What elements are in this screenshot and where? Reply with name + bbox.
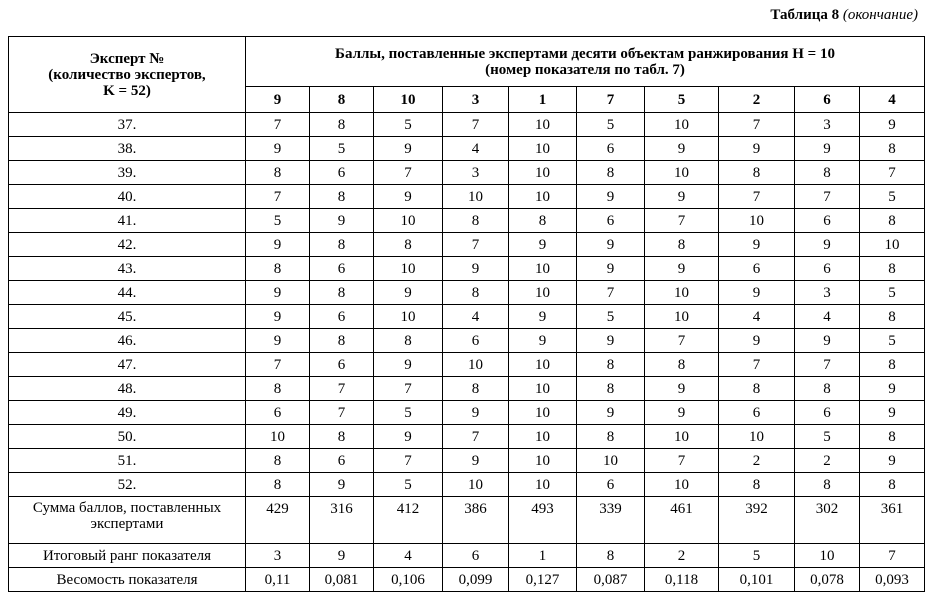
score-cell: 9 bbox=[577, 401, 645, 425]
score-cell: 9 bbox=[310, 209, 374, 233]
table-row bbox=[9, 161, 925, 185]
expert-header-line-2: (количество экспертов, bbox=[48, 66, 206, 83]
weight-value-cell: 0,118 bbox=[645, 568, 719, 592]
score-cell: 8 bbox=[310, 113, 374, 137]
score-cell: 9 bbox=[443, 449, 509, 473]
score-cell: 6 bbox=[443, 329, 509, 353]
table-row bbox=[9, 209, 925, 233]
score-cell: 10 bbox=[443, 185, 509, 209]
score-cell: 9 bbox=[719, 233, 795, 257]
score-cell: 5 bbox=[310, 137, 374, 161]
expert-number-cell: 46. bbox=[9, 329, 246, 353]
score-cell: 8 bbox=[310, 281, 374, 305]
score-cell: 9 bbox=[509, 233, 577, 257]
sum-row bbox=[9, 497, 925, 544]
weight-row bbox=[9, 568, 925, 592]
weight-value-cell: 0,093 bbox=[860, 568, 925, 592]
score-cell: 8 bbox=[310, 233, 374, 257]
score-cell: 9 bbox=[719, 281, 795, 305]
indicator-header-cell: 5 bbox=[645, 87, 719, 113]
sum-value-cell: 339 bbox=[577, 497, 645, 544]
score-cell: 8 bbox=[860, 137, 925, 161]
indicator-header-cell: 1 bbox=[509, 87, 577, 113]
score-cell: 10 bbox=[719, 209, 795, 233]
score-cell: 8 bbox=[443, 281, 509, 305]
table-row bbox=[9, 401, 925, 425]
score-cell: 8 bbox=[246, 161, 310, 185]
score-cell: 10 bbox=[719, 425, 795, 449]
score-cell: 8 bbox=[645, 233, 719, 257]
score-cell: 10 bbox=[645, 473, 719, 497]
score-cell: 10 bbox=[645, 425, 719, 449]
score-cell: 4 bbox=[719, 305, 795, 329]
score-cell: 7 bbox=[795, 353, 860, 377]
table-row bbox=[9, 233, 925, 257]
expert-number-cell: 48. bbox=[9, 377, 246, 401]
score-cell: 8 bbox=[310, 425, 374, 449]
score-cell: 9 bbox=[860, 401, 925, 425]
expert-number-cell: 37. bbox=[9, 113, 246, 137]
score-cell: 7 bbox=[719, 353, 795, 377]
expert-number-cell: 39. bbox=[9, 161, 246, 185]
sum-value-cell: 412 bbox=[374, 497, 443, 544]
weight-value-cell: 0,087 bbox=[577, 568, 645, 592]
score-cell: 5 bbox=[577, 113, 645, 137]
sum-value-cell: 386 bbox=[443, 497, 509, 544]
score-cell: 8 bbox=[246, 377, 310, 401]
table-title: Таблица 8 bbox=[770, 7, 840, 23]
table-row bbox=[9, 353, 925, 377]
score-cell: 10 bbox=[374, 257, 443, 281]
scores-header-line-1: Баллы, поставленные экспертами десяти объектам ранжирования H = 10 bbox=[335, 45, 835, 62]
sum-value-cell: 361 bbox=[860, 497, 925, 544]
rank-value-cell: 7 bbox=[860, 544, 925, 568]
score-cell: 9 bbox=[374, 185, 443, 209]
score-cell: 6 bbox=[577, 473, 645, 497]
score-cell: 10 bbox=[509, 401, 577, 425]
score-cell: 6 bbox=[310, 305, 374, 329]
table-row bbox=[9, 329, 925, 353]
score-cell: 8 bbox=[443, 377, 509, 401]
rank-value-cell: 6 bbox=[443, 544, 509, 568]
expert-number-cell: 41. bbox=[9, 209, 246, 233]
score-cell: 9 bbox=[577, 257, 645, 281]
table-row bbox=[9, 473, 925, 497]
score-cell: 10 bbox=[645, 161, 719, 185]
rank-value-cell: 1 bbox=[509, 544, 577, 568]
table-caption bbox=[770, 6, 918, 24]
score-cell: 7 bbox=[645, 449, 719, 473]
score-cell: 7 bbox=[443, 233, 509, 257]
score-cell: 5 bbox=[374, 401, 443, 425]
table-row bbox=[9, 185, 925, 209]
weight-value-cell: 0,127 bbox=[509, 568, 577, 592]
sum-label bbox=[9, 497, 246, 544]
score-cell: 6 bbox=[795, 257, 860, 281]
score-cell: 10 bbox=[509, 281, 577, 305]
score-cell: 9 bbox=[719, 137, 795, 161]
table-row bbox=[9, 449, 925, 473]
score-cell: 5 bbox=[860, 281, 925, 305]
score-cell: 9 bbox=[374, 425, 443, 449]
score-cell: 10 bbox=[509, 473, 577, 497]
score-cell: 7 bbox=[860, 161, 925, 185]
weight-label: Весомость показателя bbox=[9, 568, 246, 592]
score-cell: 9 bbox=[795, 329, 860, 353]
score-cell: 7 bbox=[645, 209, 719, 233]
score-cell: 4 bbox=[443, 305, 509, 329]
score-cell: 5 bbox=[860, 329, 925, 353]
score-cell: 8 bbox=[795, 161, 860, 185]
score-cell: 6 bbox=[310, 257, 374, 281]
rank-label: Итоговый ранг показателя bbox=[9, 544, 246, 568]
score-cell: 9 bbox=[246, 281, 310, 305]
table-row bbox=[9, 377, 925, 401]
score-cell: 4 bbox=[795, 305, 860, 329]
score-cell: 7 bbox=[443, 113, 509, 137]
score-cell: 8 bbox=[719, 377, 795, 401]
score-cell: 7 bbox=[719, 113, 795, 137]
score-cell: 8 bbox=[374, 329, 443, 353]
score-cell: 6 bbox=[577, 209, 645, 233]
score-cell: 8 bbox=[795, 473, 860, 497]
score-cell: 9 bbox=[246, 233, 310, 257]
score-cell: 10 bbox=[509, 377, 577, 401]
score-cell: 9 bbox=[860, 113, 925, 137]
table-row bbox=[9, 137, 925, 161]
expert-header-line-1: Эксперт № bbox=[89, 50, 165, 67]
rank-value-cell: 4 bbox=[374, 544, 443, 568]
rank-value-cell: 10 bbox=[795, 544, 860, 568]
score-cell: 8 bbox=[577, 353, 645, 377]
table-row bbox=[9, 305, 925, 329]
score-cell: 8 bbox=[577, 377, 645, 401]
indicator-header-cell: 4 bbox=[860, 87, 925, 113]
score-cell: 8 bbox=[246, 449, 310, 473]
score-cell: 2 bbox=[795, 449, 860, 473]
score-cell: 9 bbox=[509, 305, 577, 329]
score-cell: 10 bbox=[246, 425, 310, 449]
weight-value-cell: 0,101 bbox=[719, 568, 795, 592]
score-cell: 9 bbox=[577, 329, 645, 353]
score-cell: 8 bbox=[860, 473, 925, 497]
score-cell: 10 bbox=[374, 305, 443, 329]
weight-value-cell: 0,11 bbox=[246, 568, 310, 592]
indicator-header-cell: 9 bbox=[246, 87, 310, 113]
score-cell: 8 bbox=[860, 257, 925, 281]
table-row bbox=[9, 281, 925, 305]
weight-value-cell: 0,081 bbox=[310, 568, 374, 592]
score-cell: 3 bbox=[795, 281, 860, 305]
rank-value-cell: 8 bbox=[577, 544, 645, 568]
score-cell: 7 bbox=[310, 377, 374, 401]
score-cell: 8 bbox=[860, 425, 925, 449]
score-cell: 10 bbox=[645, 113, 719, 137]
score-cell: 10 bbox=[443, 473, 509, 497]
rank-value-cell: 2 bbox=[645, 544, 719, 568]
score-cell: 9 bbox=[443, 257, 509, 281]
score-cell: 6 bbox=[719, 401, 795, 425]
score-cell: 5 bbox=[577, 305, 645, 329]
table-row bbox=[9, 257, 925, 281]
score-cell: 10 bbox=[509, 257, 577, 281]
expert-number-cell: 45. bbox=[9, 305, 246, 329]
indicator-header-cell: 6 bbox=[795, 87, 860, 113]
score-cell: 4 bbox=[443, 137, 509, 161]
score-cell: 5 bbox=[795, 425, 860, 449]
sum-value-cell: 392 bbox=[719, 497, 795, 544]
score-cell: 10 bbox=[509, 449, 577, 473]
score-cell: 8 bbox=[509, 209, 577, 233]
sum-label-line-1: Сумма баллов, поставленных bbox=[32, 500, 222, 516]
score-cell: 10 bbox=[443, 353, 509, 377]
score-cell: 9 bbox=[310, 473, 374, 497]
score-cell: 8 bbox=[310, 185, 374, 209]
sum-value-cell: 429 bbox=[246, 497, 310, 544]
score-cell: 8 bbox=[860, 353, 925, 377]
sum-value-cell: 302 bbox=[795, 497, 860, 544]
expert-number-cell: 42. bbox=[9, 233, 246, 257]
score-cell: 7 bbox=[719, 185, 795, 209]
sum-value-cell: 461 bbox=[645, 497, 719, 544]
score-cell: 7 bbox=[374, 449, 443, 473]
score-cell: 8 bbox=[577, 161, 645, 185]
score-cell: 6 bbox=[310, 161, 374, 185]
weight-value-cell: 0,106 bbox=[374, 568, 443, 592]
score-cell: 10 bbox=[509, 425, 577, 449]
scores-group-header bbox=[246, 37, 925, 87]
score-cell: 8 bbox=[246, 473, 310, 497]
score-cell: 8 bbox=[719, 473, 795, 497]
expert-number-cell: 38. bbox=[9, 137, 246, 161]
score-cell: 10 bbox=[509, 113, 577, 137]
expert-number-cell: 49. bbox=[9, 401, 246, 425]
rank-value-cell: 3 bbox=[246, 544, 310, 568]
score-cell: 7 bbox=[577, 281, 645, 305]
score-cell: 9 bbox=[443, 401, 509, 425]
sum-value-cell: 316 bbox=[310, 497, 374, 544]
score-cell: 8 bbox=[443, 209, 509, 233]
score-cell: 9 bbox=[246, 305, 310, 329]
score-cell: 10 bbox=[860, 233, 925, 257]
table-row bbox=[9, 425, 925, 449]
score-cell: 8 bbox=[246, 257, 310, 281]
score-cell: 9 bbox=[795, 137, 860, 161]
expert-number-cell: 52. bbox=[9, 473, 246, 497]
score-cell: 9 bbox=[719, 329, 795, 353]
rank-row bbox=[9, 544, 925, 568]
score-cell: 7 bbox=[645, 329, 719, 353]
table-caption-note: (окончание) bbox=[842, 7, 918, 23]
weight-value-cell: 0,078 bbox=[795, 568, 860, 592]
expert-scores-table bbox=[8, 36, 925, 592]
score-cell: 7 bbox=[246, 113, 310, 137]
score-cell: 5 bbox=[374, 113, 443, 137]
score-cell: 10 bbox=[577, 449, 645, 473]
score-cell: 3 bbox=[795, 113, 860, 137]
score-cell: 3 bbox=[443, 161, 509, 185]
rank-value-cell: 5 bbox=[719, 544, 795, 568]
score-cell: 7 bbox=[795, 185, 860, 209]
expert-number-cell: 50. bbox=[9, 425, 246, 449]
score-cell: 6 bbox=[795, 401, 860, 425]
score-cell: 10 bbox=[509, 185, 577, 209]
expert-number-cell: 51. bbox=[9, 449, 246, 473]
score-cell: 9 bbox=[645, 401, 719, 425]
expert-number-cell: 43. bbox=[9, 257, 246, 281]
score-cell: 8 bbox=[860, 209, 925, 233]
score-cell: 5 bbox=[374, 473, 443, 497]
scores-header-line-2: (номер показателя по табл. 7) bbox=[485, 61, 685, 78]
score-cell: 9 bbox=[860, 449, 925, 473]
indicator-header-cell: 2 bbox=[719, 87, 795, 113]
score-cell: 9 bbox=[645, 377, 719, 401]
indicator-header-cell: 3 bbox=[443, 87, 509, 113]
score-cell: 7 bbox=[310, 401, 374, 425]
score-cell: 10 bbox=[509, 137, 577, 161]
expert-column-header bbox=[9, 37, 246, 113]
score-cell: 9 bbox=[795, 233, 860, 257]
score-cell: 8 bbox=[719, 161, 795, 185]
score-cell: 8 bbox=[577, 425, 645, 449]
score-cell: 6 bbox=[719, 257, 795, 281]
score-cell: 8 bbox=[860, 305, 925, 329]
score-cell: 9 bbox=[374, 353, 443, 377]
score-cell: 8 bbox=[310, 329, 374, 353]
score-cell: 9 bbox=[645, 137, 719, 161]
score-cell: 8 bbox=[374, 233, 443, 257]
table-row bbox=[9, 113, 925, 137]
indicator-header-cell: 8 bbox=[310, 87, 374, 113]
score-cell: 9 bbox=[374, 281, 443, 305]
score-cell: 6 bbox=[577, 137, 645, 161]
sum-value-cell: 493 bbox=[509, 497, 577, 544]
score-cell: 8 bbox=[795, 377, 860, 401]
score-cell: 10 bbox=[645, 305, 719, 329]
score-cell: 6 bbox=[246, 401, 310, 425]
score-cell: 9 bbox=[246, 137, 310, 161]
score-cell: 8 bbox=[645, 353, 719, 377]
score-cell: 6 bbox=[795, 209, 860, 233]
score-cell: 6 bbox=[310, 449, 374, 473]
score-cell: 9 bbox=[374, 137, 443, 161]
score-cell: 9 bbox=[577, 233, 645, 257]
weight-value-cell: 0,099 bbox=[443, 568, 509, 592]
score-cell: 9 bbox=[645, 257, 719, 281]
expert-number-cell: 40. bbox=[9, 185, 246, 209]
sum-label-line-2: экспертами bbox=[90, 516, 164, 532]
score-cell: 10 bbox=[509, 353, 577, 377]
score-cell: 10 bbox=[509, 161, 577, 185]
expert-number-cell: 47. bbox=[9, 353, 246, 377]
score-cell: 9 bbox=[246, 329, 310, 353]
score-cell: 5 bbox=[860, 185, 925, 209]
score-cell: 6 bbox=[310, 353, 374, 377]
score-cell: 9 bbox=[645, 185, 719, 209]
expert-header-line-3: K = 52) bbox=[103, 82, 151, 99]
score-cell: 10 bbox=[645, 281, 719, 305]
rank-value-cell: 9 bbox=[310, 544, 374, 568]
indicator-header-cell: 10 bbox=[374, 87, 443, 113]
score-cell: 7 bbox=[374, 161, 443, 185]
score-cell: 9 bbox=[577, 185, 645, 209]
score-cell: 5 bbox=[246, 209, 310, 233]
score-cell: 7 bbox=[443, 425, 509, 449]
score-cell: 7 bbox=[246, 185, 310, 209]
score-cell: 9 bbox=[509, 329, 577, 353]
score-cell: 7 bbox=[246, 353, 310, 377]
score-cell: 10 bbox=[374, 209, 443, 233]
score-cell: 9 bbox=[860, 377, 925, 401]
score-cell: 7 bbox=[374, 377, 443, 401]
indicator-header-cell: 7 bbox=[577, 87, 645, 113]
score-cell: 2 bbox=[719, 449, 795, 473]
expert-number-cell: 44. bbox=[9, 281, 246, 305]
